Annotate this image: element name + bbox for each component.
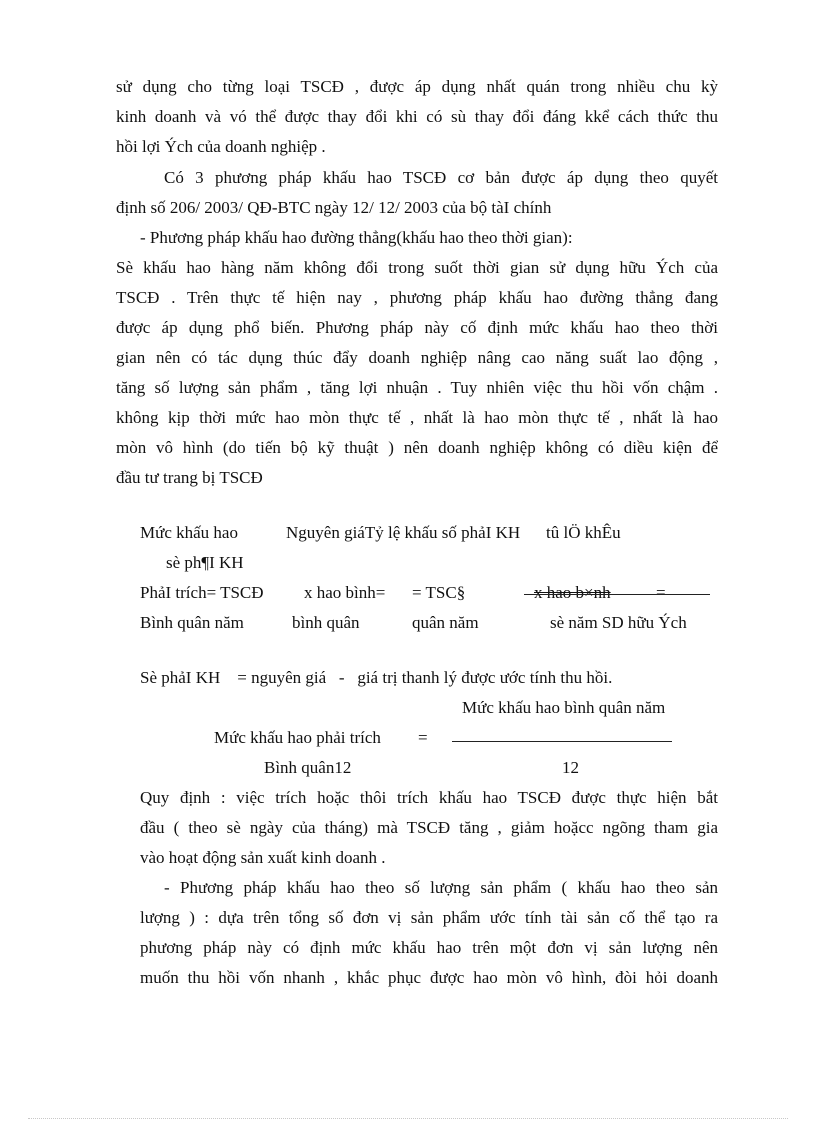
formula1-r3-e: = (656, 583, 666, 602)
text-line-4: Có 3 phương pháp khấu hao TSCĐ cơ bản được áp dụng theo quyết (164, 168, 718, 187)
formula1-r4-d: sè năm SD hữu Ých (550, 613, 687, 632)
page-bottom-border (28, 1118, 788, 1119)
text-line-21: muốn thu hồi vốn nhanh , khắc phục được hao mòn vô hình, đòi hỏi doanh (140, 968, 718, 987)
formula1-r1-c: tû lÖ khÊu (546, 523, 621, 542)
text-line-12: không kịp thời mức hao mòn thực tế , nhất là hao mòn thực tế , nhất là hao (116, 408, 718, 427)
fraction-rule-2 (452, 741, 672, 742)
formula1-r4-b: bình quân (292, 613, 360, 632)
text-line-9: được áp dụng phổ biến. Phương pháp này cố định mức khấu hao theo thời (116, 318, 718, 337)
formula1-r3-a: PhảI trích= TSCĐ (140, 583, 264, 602)
text-line-6: - Phương pháp khấu hao đường thẳng(khấu hao theo thời gian): (140, 228, 573, 247)
formula1-r3-d: x hao b×nh (534, 583, 611, 602)
text-line-8: TSCĐ . Trên thực tế hiện nay , phương pháp khấu hao đường thẳng đang (116, 288, 718, 307)
text-line-7: Sè khấu hao hàng năm không đổi trong suốt thời gian sử dụng hữu Ých của (116, 258, 718, 277)
formula1-r3-c: = TSC§ (412, 583, 466, 602)
text-line-14: đầu tư trang bị TSCĐ (116, 468, 263, 487)
text-line-16: đầu ( theo sè ngày của tháng) mà TSCĐ tăng , giảm hoặcc ngõng tham gia (140, 818, 718, 837)
formula2: Sè phảI KH = nguyên giá - giá trị thanh lý được ước tính thu hồi. (140, 668, 613, 687)
text-line-15: Quy định : việc trích hoặc thôi trích khấu hao TSCĐ được thực hiện bắt (140, 788, 718, 807)
formula3-denominator: 12 (562, 758, 579, 777)
text-line-5: định số 206/ 2003/ QĐ-BTC ngày 12/ 12/ 2003 của bộ tàI chính (116, 198, 552, 217)
formula3-numerator: Mức khấu hao bình quân năm (462, 698, 666, 717)
formula1-r2-a: sè ph¶I KH (166, 553, 244, 572)
formula1-r1-b: Nguyên giáTỷ lệ khấu số phảI KH (286, 523, 521, 542)
text-line-1: sử dụng cho từng loại TSCĐ , được áp dụng nhất quán trong nhiều chu kỳ (116, 77, 718, 96)
formula1-r4-a: Bình quân năm (140, 613, 244, 632)
formula1-r1-a: Mức khấu hao (140, 523, 238, 542)
text-line-2: kinh doanh và vó thể được thay đổi khi có sù thay đổi đáng kkể cách thức thu (116, 107, 718, 126)
text-line-20: phương pháp này có định mức khấu hao trên một đơn vị sản lượng nên (140, 938, 718, 957)
text-line-18: - Phương pháp khấu hao theo số lượng sản phẩm ( khấu hao theo sản (164, 878, 718, 897)
text-line-17: vào hoạt động sản xuất kinh doanh . (140, 848, 386, 867)
fraction-rule-1 (524, 594, 710, 595)
text-line-10: gian nên có tác dụng thúc đẩy doanh nghiệp nâng cao năng suất lao động , (116, 348, 718, 367)
formula3-lhs2: Bình quân12 (264, 758, 352, 777)
text-line-13: mòn vô hình (do tiến bộ kỹ thuật ) nên doanh nghiệp không có diều kiện để (116, 438, 718, 457)
text-line-11: tăng số lượng sản phẩm , tăng lợi nhuận . Tuy nhiên việc thu hồi vốn chậm . (116, 378, 718, 397)
text-line-19: lượng ) : dựa trên tổng số đơn vị sản phẩm ước tính tài sản cố thể tạo ra (140, 908, 718, 927)
formula1-r4-c: quân năm (412, 613, 479, 632)
text-line-3: hồi lợi Ých của doanh nghiệp . (116, 137, 326, 156)
formula1-r3-b: x hao bình= (304, 583, 386, 602)
formula3-equals: = (418, 728, 428, 747)
formula3-lhs: Mức khấu hao phải trích (214, 728, 381, 747)
